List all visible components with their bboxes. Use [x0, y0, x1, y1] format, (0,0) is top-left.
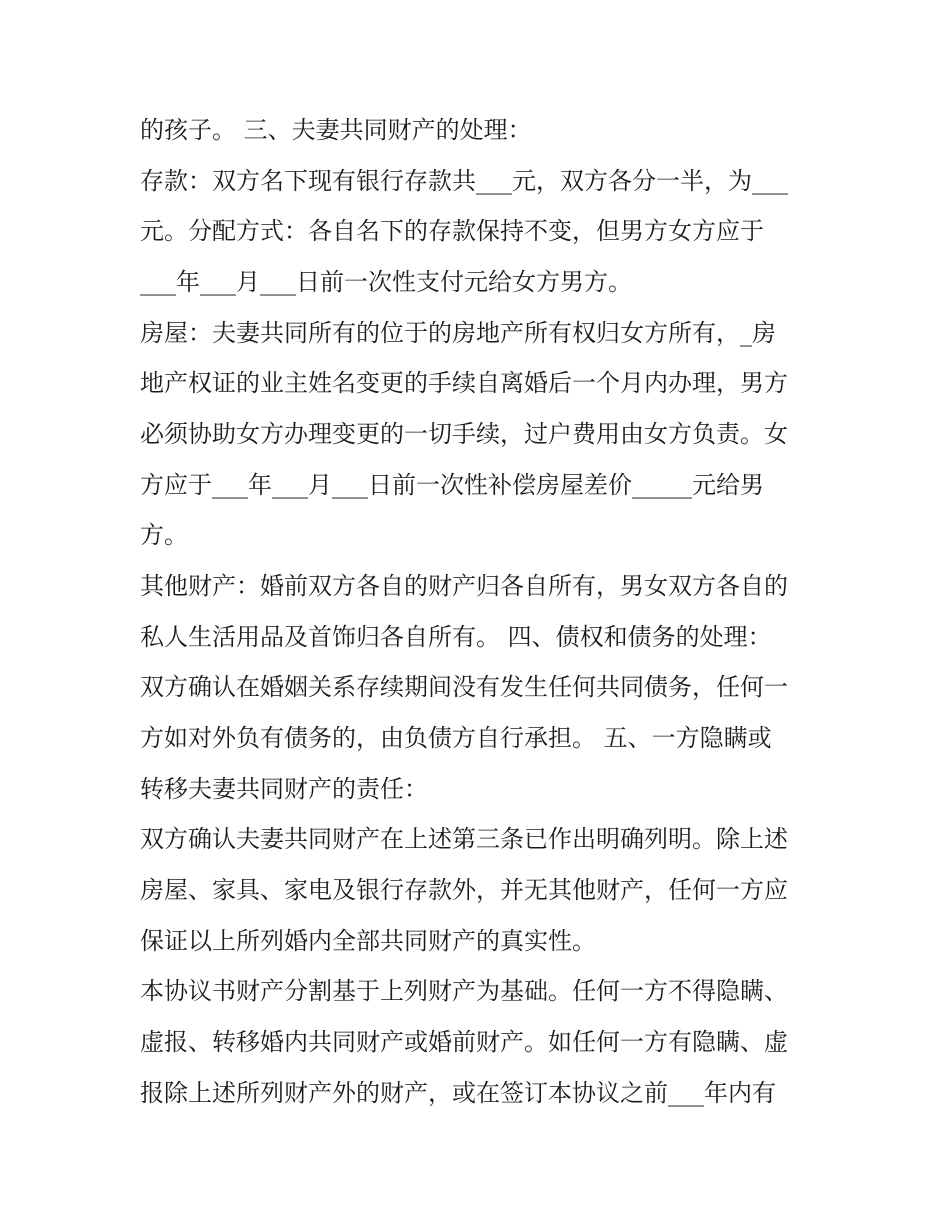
- text-line-14: 转移夫妻共同财产的责任：: [140, 775, 428, 803]
- text-line-13: 方如对外负有债务的，由负债方自行承担。 五、一方隐瞒或: [140, 724, 772, 752]
- text-line-7: 必须协助女方办理变更的一切手续，过户费用由女方负责。女: [140, 420, 788, 448]
- text-line-16: 房屋、家具、家电及银行存款外，并无其他财产，任何一方应: [140, 876, 788, 904]
- text-line-3: 元。分配方式：各自名下的存款保持不变，但男方女方应于: [140, 217, 764, 245]
- text-line-6: 地产权证的业主姓名变更的手续自离婚后一个月内办理，男方: [140, 369, 788, 397]
- text-line-2: 存款：双方名下现有银行存款共___元，双方各分一半，为___: [140, 167, 788, 195]
- text-line-9: 方。: [140, 521, 188, 549]
- text-line-17: 保证以上所列婚内全部共同财产的真实性。: [140, 927, 596, 955]
- text-line-15: 双方确认夫妻共同财产在上述第三条已作出明确列明。除上述: [140, 825, 788, 853]
- text-line-18: 本协议书财产分割基于上列财产为基础。任何一方不得隐瞒、: [140, 977, 788, 1005]
- text-line-12: 双方确认在婚姻关系存续期间没有发生任何共同债务，任何一: [140, 673, 788, 701]
- text-line-11: 私人生活用品及首饰归各自所有。 四、债权和债务的处理：: [140, 623, 772, 651]
- text-line-8: 方应于___年___月___日前一次性补偿房屋差价_____元给男: [140, 471, 764, 499]
- text-line-1: 的孩子。 三、夫妻共同财产的处理：: [140, 116, 532, 144]
- text-line-10: 其他财产：婚前双方各自的财产归各自所有，男女双方各自的: [140, 572, 788, 600]
- text-line-20: 报除上述所列财产外的财产，或在签订本协议之前___年内有: [140, 1079, 776, 1107]
- text-line-5: 房屋：夫妻共同所有的位于的房地产所有权归女方所有，_房: [140, 319, 776, 347]
- text-line-4: ___年___月___日前一次性支付元给女方男方。: [140, 268, 632, 296]
- text-line-19: 虚报、转移婚内共同财产或婚前财产。如任何一方有隐瞒、虚: [140, 1028, 788, 1056]
